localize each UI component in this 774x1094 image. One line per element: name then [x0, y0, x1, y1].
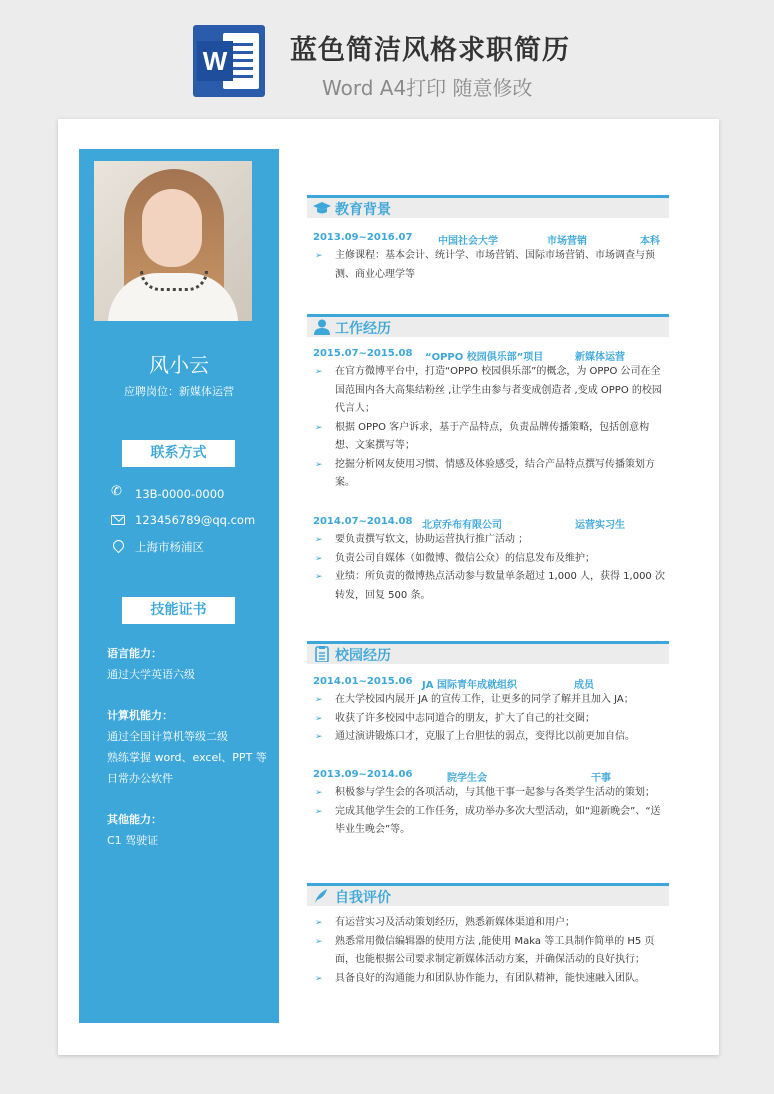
sidebar	[79, 149, 279, 1023]
candidate-name: 风小云	[149, 353, 209, 377]
job-meta	[313, 516, 663, 530]
skill-computer-line: 日常办公软件	[107, 772, 173, 785]
list-item: ➢ 完成其他学生会的工作任务，成功举办多次大型活动，如“迎新晚会”、“送毕业生晚会”等。	[313, 803, 665, 840]
person-icon	[313, 319, 331, 335]
skill-computer	[107, 705, 267, 789]
campus-bullets	[313, 691, 665, 747]
education-bullets	[313, 247, 665, 284]
campus-period: 2014.01~2015.06	[313, 676, 413, 687]
graduation-cap-icon	[313, 200, 331, 216]
page-subtitle: Word A4打印 随意修改	[322, 76, 533, 100]
list-item: ➢ 积极参与学生会的各项活动，与其他干事一起参与各类学生活动的策划；	[313, 784, 665, 803]
clipboard-icon	[313, 646, 331, 662]
self-eval-bullets	[313, 914, 665, 988]
page-title: 蓝色简洁风格求职简历	[290, 35, 570, 66]
list-item: ➢ 要负责撰写软文，协助运营执行推广活动 ；	[313, 531, 665, 550]
phone-icon	[111, 487, 125, 501]
self-eval-heading: 自我评价	[335, 890, 391, 906]
education-major: 市场营销	[547, 236, 587, 247]
job-org: 北京乔布有限公司	[422, 520, 502, 531]
skill-language	[107, 643, 195, 685]
contact-address	[111, 539, 204, 555]
work-heading: 工作经历	[335, 321, 391, 337]
campus-meta	[313, 769, 663, 783]
campus-heading: 校园经历	[335, 648, 391, 664]
job-role: 新媒体运营	[575, 352, 625, 363]
skill-other	[107, 809, 162, 851]
mail-icon	[111, 515, 125, 525]
skills-heading: 技能证书	[122, 597, 235, 624]
work-section-header	[307, 314, 669, 337]
job-org: “OPPO 校园俱乐部”项目	[425, 352, 544, 363]
campus-bullets	[313, 784, 665, 840]
job-bullets	[313, 363, 665, 493]
contact-heading: 联系方式	[122, 440, 235, 467]
skill-computer-line: 熟练掌握 word、excel、PPT 等	[107, 751, 267, 764]
list-item: ➢ 熟悉常用微信编辑器的使用方法 ,能使用 Maka 等工具制作简単的 H5 页面，也能根据公司要求制定新媒体活动方案，并确保活动的良好执行；	[313, 933, 665, 970]
email-text: 123456789@qq.com	[135, 513, 256, 527]
education-section-header	[307, 195, 669, 218]
list-item: ➢ 在官方微博平台中，打造“OPPO 校园俱乐部”的概念，为 OPPO 公司在全国范围内各大高集结粉丝 ,让学生由参与者变成创造者 ,变成 OPPO 的校园代言人；	[313, 363, 665, 419]
word-logo-icon	[193, 25, 265, 97]
campus-meta	[313, 676, 663, 690]
list-item: ➢ 收获了许多校园中志同道合的朋友，扩大了自己的社交圈；	[313, 710, 665, 729]
contact-email	[111, 513, 255, 527]
campus-period: 2013.09~2014.06	[313, 769, 413, 780]
skill-other-label: 其他能力：	[107, 813, 162, 826]
education-period: 2013.09~2016.07	[313, 232, 413, 243]
campus-role: 干事	[591, 773, 611, 784]
campus-section-header	[307, 641, 669, 664]
list-item: ➢ 业绩：所负责的微博热点活动参与数量单条超过 1,000 人，获得 1,000 次转发，回复 500 条。	[313, 568, 665, 605]
list-item: ➢ 挖掘分析网友使用习惯、情感及体验感受，结合产品特点撰写传播策划方案。	[313, 456, 665, 493]
skill-computer-line: 通过全国计算机等级二级	[107, 730, 228, 743]
job-meta	[313, 348, 663, 362]
list-item: ➢ 具备良好的沟通能力和团队协作能力，有团队精神，能快速融入团队。	[313, 970, 665, 989]
resume-page	[58, 119, 719, 1055]
list-item: ➢ 通过演讲锻炼口才，克服了上台胆怯的弱点，变得比以前更加自信。	[313, 728, 665, 747]
skill-language-label: 语言能力：	[107, 647, 162, 660]
skill-language-text: 通过大学英语六级	[107, 668, 195, 681]
list-item: ➢ 在大学校园内展开 JA 的宣传工作，让更多的同学了解并且加入 JA；	[313, 691, 665, 710]
profile-photo	[94, 161, 252, 321]
skill-computer-label: 计算机能力：	[107, 709, 173, 722]
campus-role: 成员	[574, 680, 594, 691]
job-role: 运营实习生	[575, 520, 625, 531]
list-item: ➢ 负责公司自媒体（如微博、微信公众）的信息发布及维护；	[313, 550, 665, 569]
pen-icon	[313, 888, 331, 904]
skill-other-text: C1 驾驶证	[107, 834, 159, 847]
self-eval-section-header	[307, 883, 669, 906]
education-heading: 教育背景	[335, 202, 391, 218]
list-item: ➢ 根据 OPPO 客户诉求，基于产品特点，负责品牌传播策略，包括创意构想、文案撰写等；	[313, 419, 665, 456]
list-item: ➢ 主修课程：基本会计、统计学、市场营销、国际市场营销、市场调查与预测、商业心理学等	[313, 247, 665, 284]
campus-org: 院学生会	[447, 773, 487, 784]
job-bullets	[313, 531, 665, 605]
phone-text: 13B-0000-0000	[135, 487, 225, 501]
job-period: 2015.07~2015.08	[313, 348, 413, 359]
education-meta	[313, 232, 663, 246]
contact-phone	[111, 487, 224, 501]
address-text: 上海市杨浦区	[135, 540, 204, 554]
education-school: 中国社会大学	[438, 236, 498, 247]
applied-position: 应聘岗位：新媒体运营	[124, 385, 234, 398]
campus-org: JA 国际青年成就组织	[422, 680, 517, 691]
job-period: 2014.07~2014.08	[313, 516, 413, 527]
word-letter: W	[197, 41, 233, 81]
list-item: ➢ 有运营实习及活动策划经历，熟悉新媒体渠道和用户；	[313, 914, 665, 933]
education-degree: 本科	[640, 236, 660, 247]
location-icon	[111, 540, 125, 554]
